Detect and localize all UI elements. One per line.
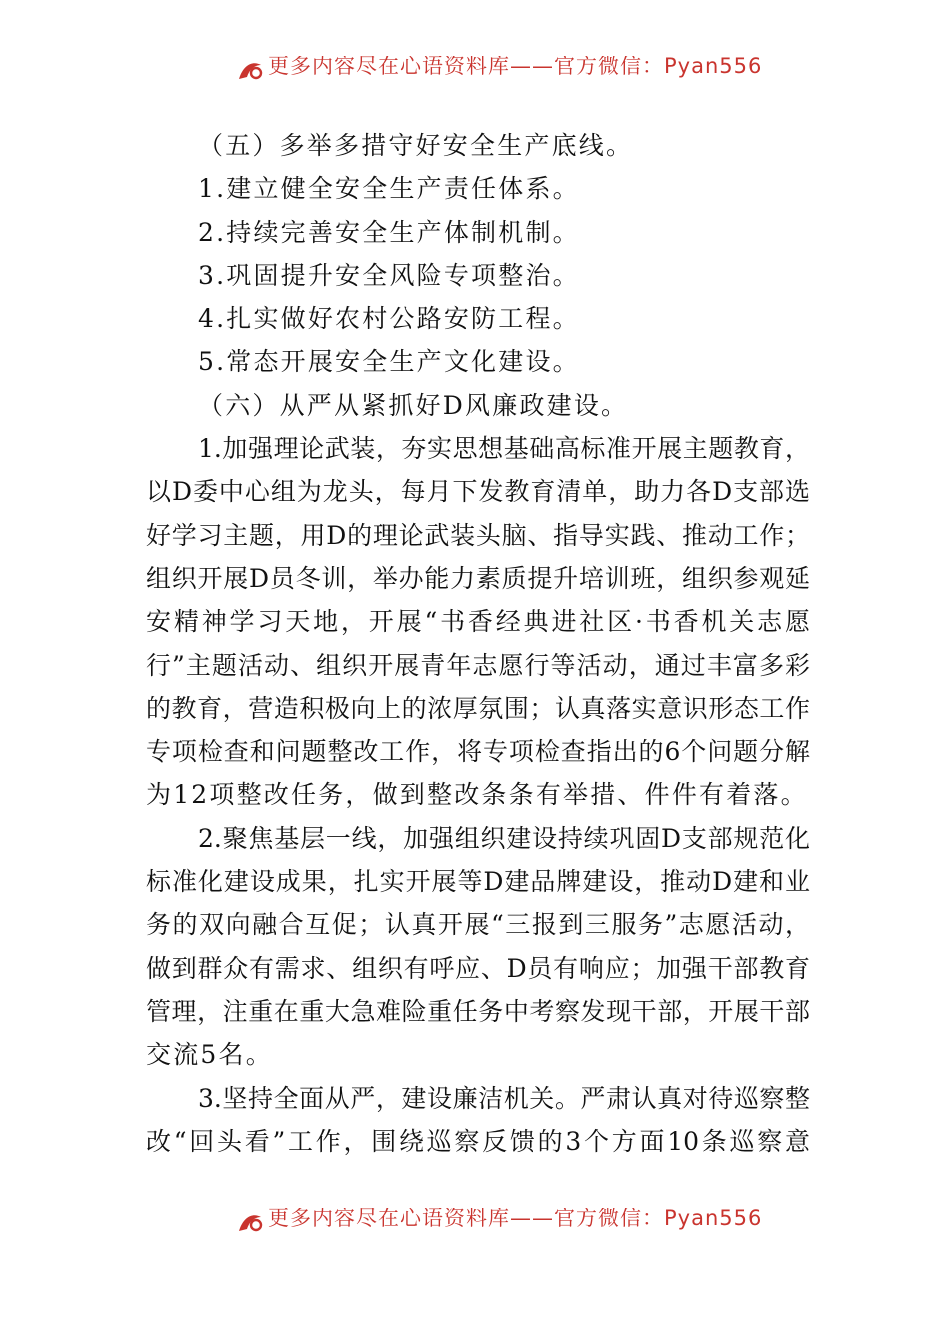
list-item: 1.建立健全安全生产责任体系。: [198, 174, 580, 204]
paragraph-line: 管理，注重在重大急难险重任务中考察发现干部，开展干部: [146, 996, 810, 1026]
paragraph-line: 标准化建设成果，扎实开展等D建品牌建设，推动D建和业: [146, 867, 810, 897]
paragraph-line: 好学习主题，用D的理论武装头脑、指导实践、推动工作；: [146, 520, 810, 550]
watermark-top: [236, 56, 762, 86]
stylized-logo-icon: [236, 1211, 264, 1235]
paragraph-line: 改“回头看”工作，围绕巡察反馈的3个方面10条巡察意: [146, 1126, 810, 1156]
paragraph-line: 做到群众有需求、组织有呼应、D员有响应；加强干部教育: [146, 953, 810, 983]
list-item: 3.巩固提升安全风险专项整治。: [198, 260, 580, 290]
section-heading-5: （五）多举多措守好安全生产底线。: [198, 131, 634, 160]
paragraph-line: 以D委中心组为龙头，每月下发教育清单，助力各D支部选: [146, 477, 810, 507]
list-item: 4.扎实做好农村公路安防工程。: [198, 304, 580, 334]
paragraph-line: 行”主题活动、组织开展青年志愿行等活动，通过丰富多彩: [146, 650, 810, 680]
section-heading-6: （六）从严从紧抓好D风廉政建设。: [198, 390, 629, 420]
paragraph-line: 的教育，营造积极向上的浓厚氛围；认真落实意识形态工作: [146, 693, 810, 723]
watermark-text: 更多内容尽在心语资料库——官方微信：Pyan556: [268, 1208, 763, 1230]
document-body: [146, 124, 810, 1163]
paragraph-line: 3.坚持全面从严，建设廉洁机关。严肃认真对待巡察整: [198, 1083, 810, 1113]
paragraph-line: 交流5名。: [146, 1040, 273, 1070]
paragraph-line: 2.聚焦基层一线，加强组织建设持续巩固D支部规范化: [198, 823, 810, 853]
paragraph-line: 1.加强理论武装，夯实思想基础高标准开展主题教育，: [198, 434, 810, 464]
paragraph-line: 专项检查和问题整改工作，将专项检查指出的6个问题分解: [146, 737, 810, 767]
paragraph-line: 安精神学习天地，开展“书香经典进社区·书香机关志愿: [146, 607, 810, 637]
watermark-bottom: [236, 1208, 762, 1238]
paragraph-line: 务的双向融合互促；认真开展“三报到三服务”志愿活动，: [146, 910, 810, 940]
paragraph-line: 组织开展D员冬训，举办能力素质提升培训班，组织参观延: [146, 563, 810, 593]
list-item: 2.持续完善安全生产体制机制。: [198, 217, 580, 247]
list-item: 5.常态开展安全生产文化建设。: [198, 347, 580, 377]
stylized-logo-icon: [236, 59, 264, 83]
watermark-text: 更多内容尽在心语资料库——官方微信：Pyan556: [268, 56, 763, 78]
paragraph-line: 为12项整改任务，做到整改条条有举措、件件有着落。: [146, 780, 808, 810]
